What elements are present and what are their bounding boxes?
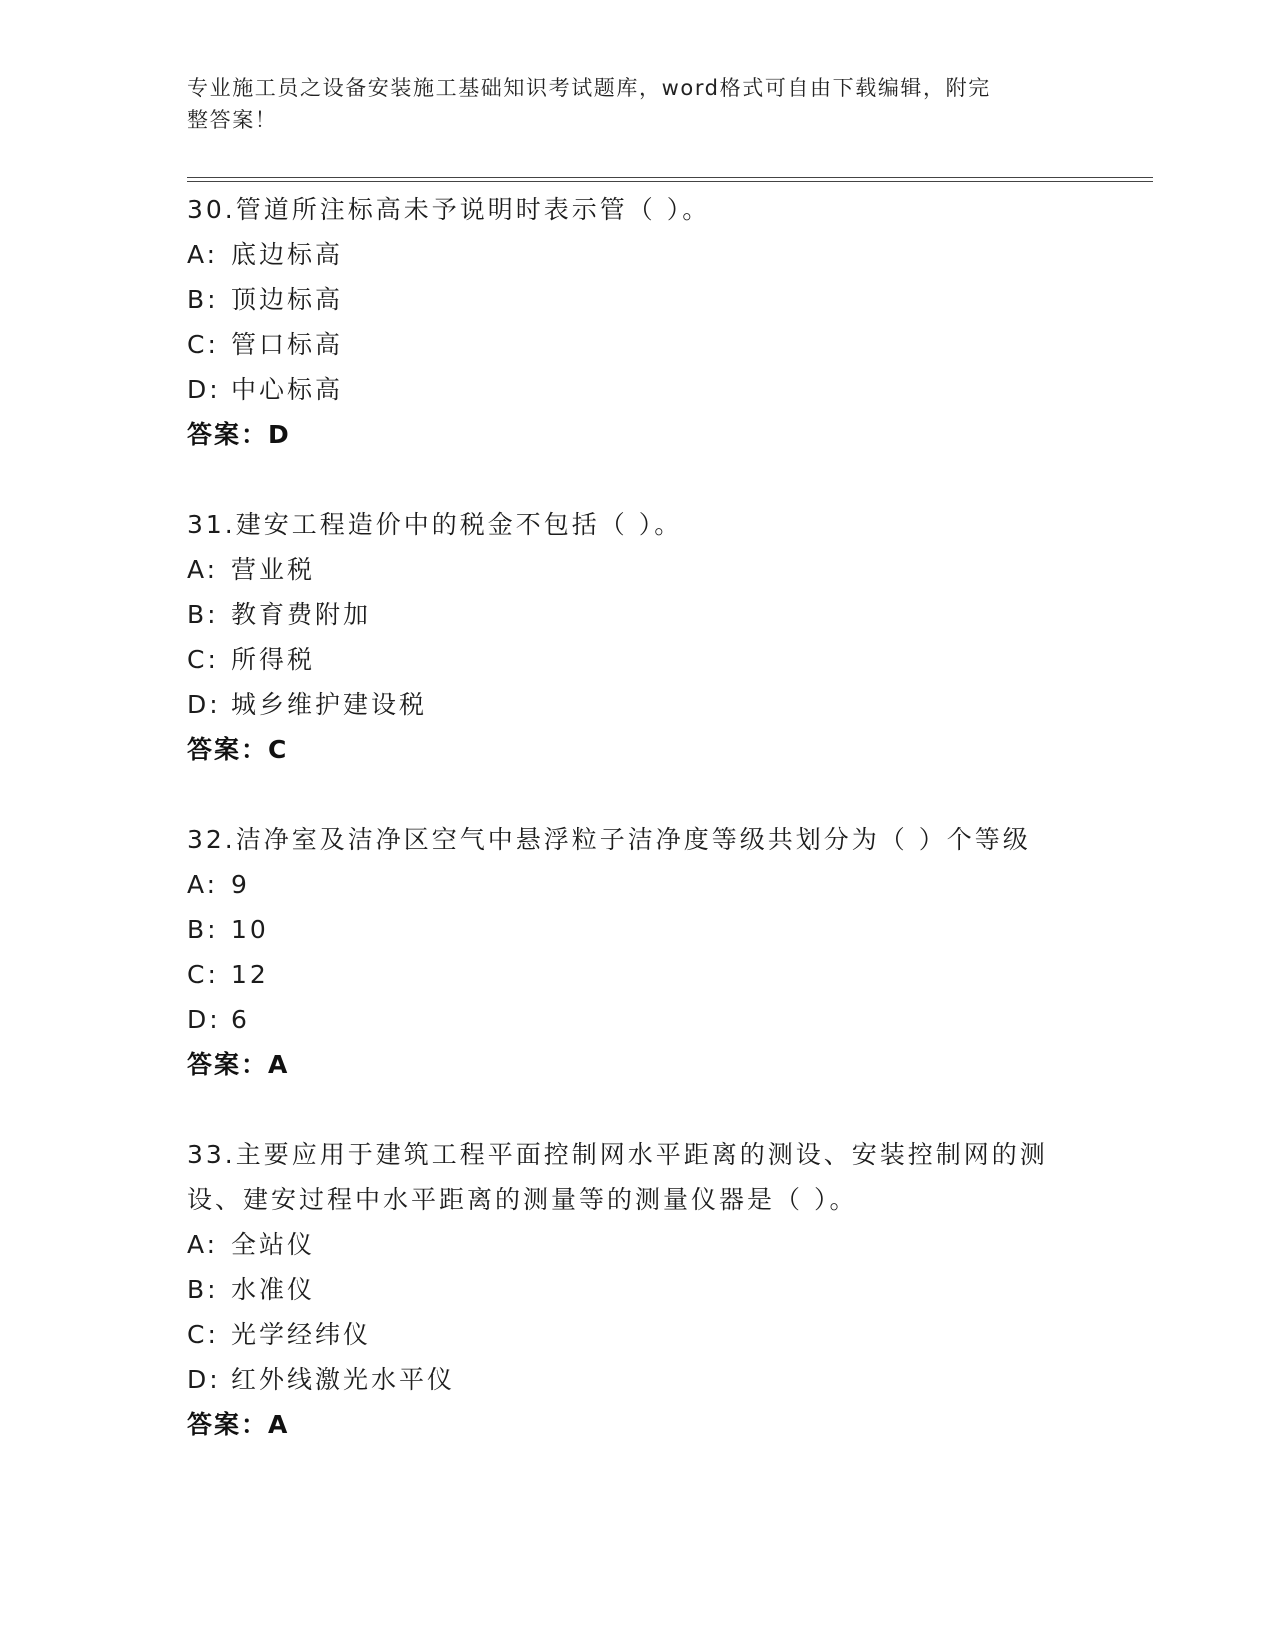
option-text: 10 — [231, 915, 269, 944]
question-stem: 31.建安工程造价中的税金不包括（ ）。 — [187, 510, 683, 539]
option-d — [187, 1357, 1067, 1402]
answer: 答案：D — [187, 420, 291, 449]
question-stem: 33.主要应用于建筑工程平面控制网水平距离的测设、安装控制网的测设、建安过程中水平距离的测量等的测量仪器是（ ）。 — [187, 1140, 1048, 1214]
option-text: 顶边标高 — [231, 285, 344, 314]
option-text: 教育费附加 — [231, 600, 372, 629]
option-label: A: — [187, 555, 219, 584]
option-text: 6 — [231, 1005, 250, 1034]
question-stem: 30.管道所注标高未予说明时表示管（ ）。 — [187, 195, 711, 224]
question-32 — [187, 817, 1067, 1087]
option-text: 所得税 — [231, 645, 316, 674]
option-text: 城乡维护建设税 — [231, 690, 428, 719]
header-divider — [187, 177, 1153, 182]
option-c — [187, 952, 1067, 997]
option-label: D: — [187, 1365, 221, 1394]
option-label: A: — [187, 870, 219, 899]
option-c — [187, 637, 1067, 682]
option-text: 全站仪 — [231, 1230, 316, 1259]
option-label: B: — [187, 1275, 219, 1304]
option-b — [187, 1267, 1067, 1312]
option-label: C: — [187, 960, 219, 989]
option-label: D: — [187, 375, 221, 404]
option-c — [187, 1312, 1067, 1357]
option-text: 光学经纬仪 — [231, 1320, 372, 1349]
option-text: 9 — [231, 870, 250, 899]
option-label: C: — [187, 330, 219, 359]
option-a — [187, 862, 1067, 907]
option-a — [187, 1222, 1067, 1267]
option-a — [187, 547, 1067, 592]
option-label: B: — [187, 915, 219, 944]
option-a — [187, 232, 1067, 277]
option-label: D: — [187, 1005, 221, 1034]
option-c — [187, 322, 1067, 367]
answer: 答案：C — [187, 735, 289, 764]
option-text: 中心标高 — [231, 375, 344, 404]
option-text: 12 — [231, 960, 269, 989]
question-30 — [187, 187, 1067, 457]
option-label: D: — [187, 690, 221, 719]
option-label: C: — [187, 645, 219, 674]
option-b — [187, 592, 1067, 637]
question-stem: 32.洁净室及洁净区空气中悬浮粒子洁净度等级共划分为（ ）个等级 — [187, 825, 1031, 854]
option-d — [187, 682, 1067, 727]
option-b — [187, 277, 1067, 322]
option-text: 红外线激光水平仪 — [231, 1365, 456, 1394]
option-text: 营业税 — [231, 555, 316, 584]
option-label: A: — [187, 1230, 219, 1259]
option-b — [187, 907, 1067, 952]
option-label: A: — [187, 240, 219, 269]
question-33 — [187, 1132, 1067, 1447]
question-31 — [187, 502, 1067, 772]
answer: 答案：A — [187, 1410, 290, 1439]
option-label: B: — [187, 600, 219, 629]
option-text: 水准仪 — [231, 1275, 316, 1304]
option-label: C: — [187, 1320, 219, 1349]
option-d — [187, 367, 1067, 412]
answer: 答案：A — [187, 1050, 290, 1079]
option-d — [187, 997, 1067, 1042]
document-header — [187, 72, 1067, 136]
option-text: 管口标高 — [231, 330, 344, 359]
option-text: 底边标高 — [231, 240, 344, 269]
header-line-2: 整答案！ — [187, 108, 278, 132]
option-label: B: — [187, 285, 219, 314]
header-line-1: 专业施工员之设备安装施工基础知识考试题库，word格式可自由下载编辑，附完 — [187, 76, 991, 100]
